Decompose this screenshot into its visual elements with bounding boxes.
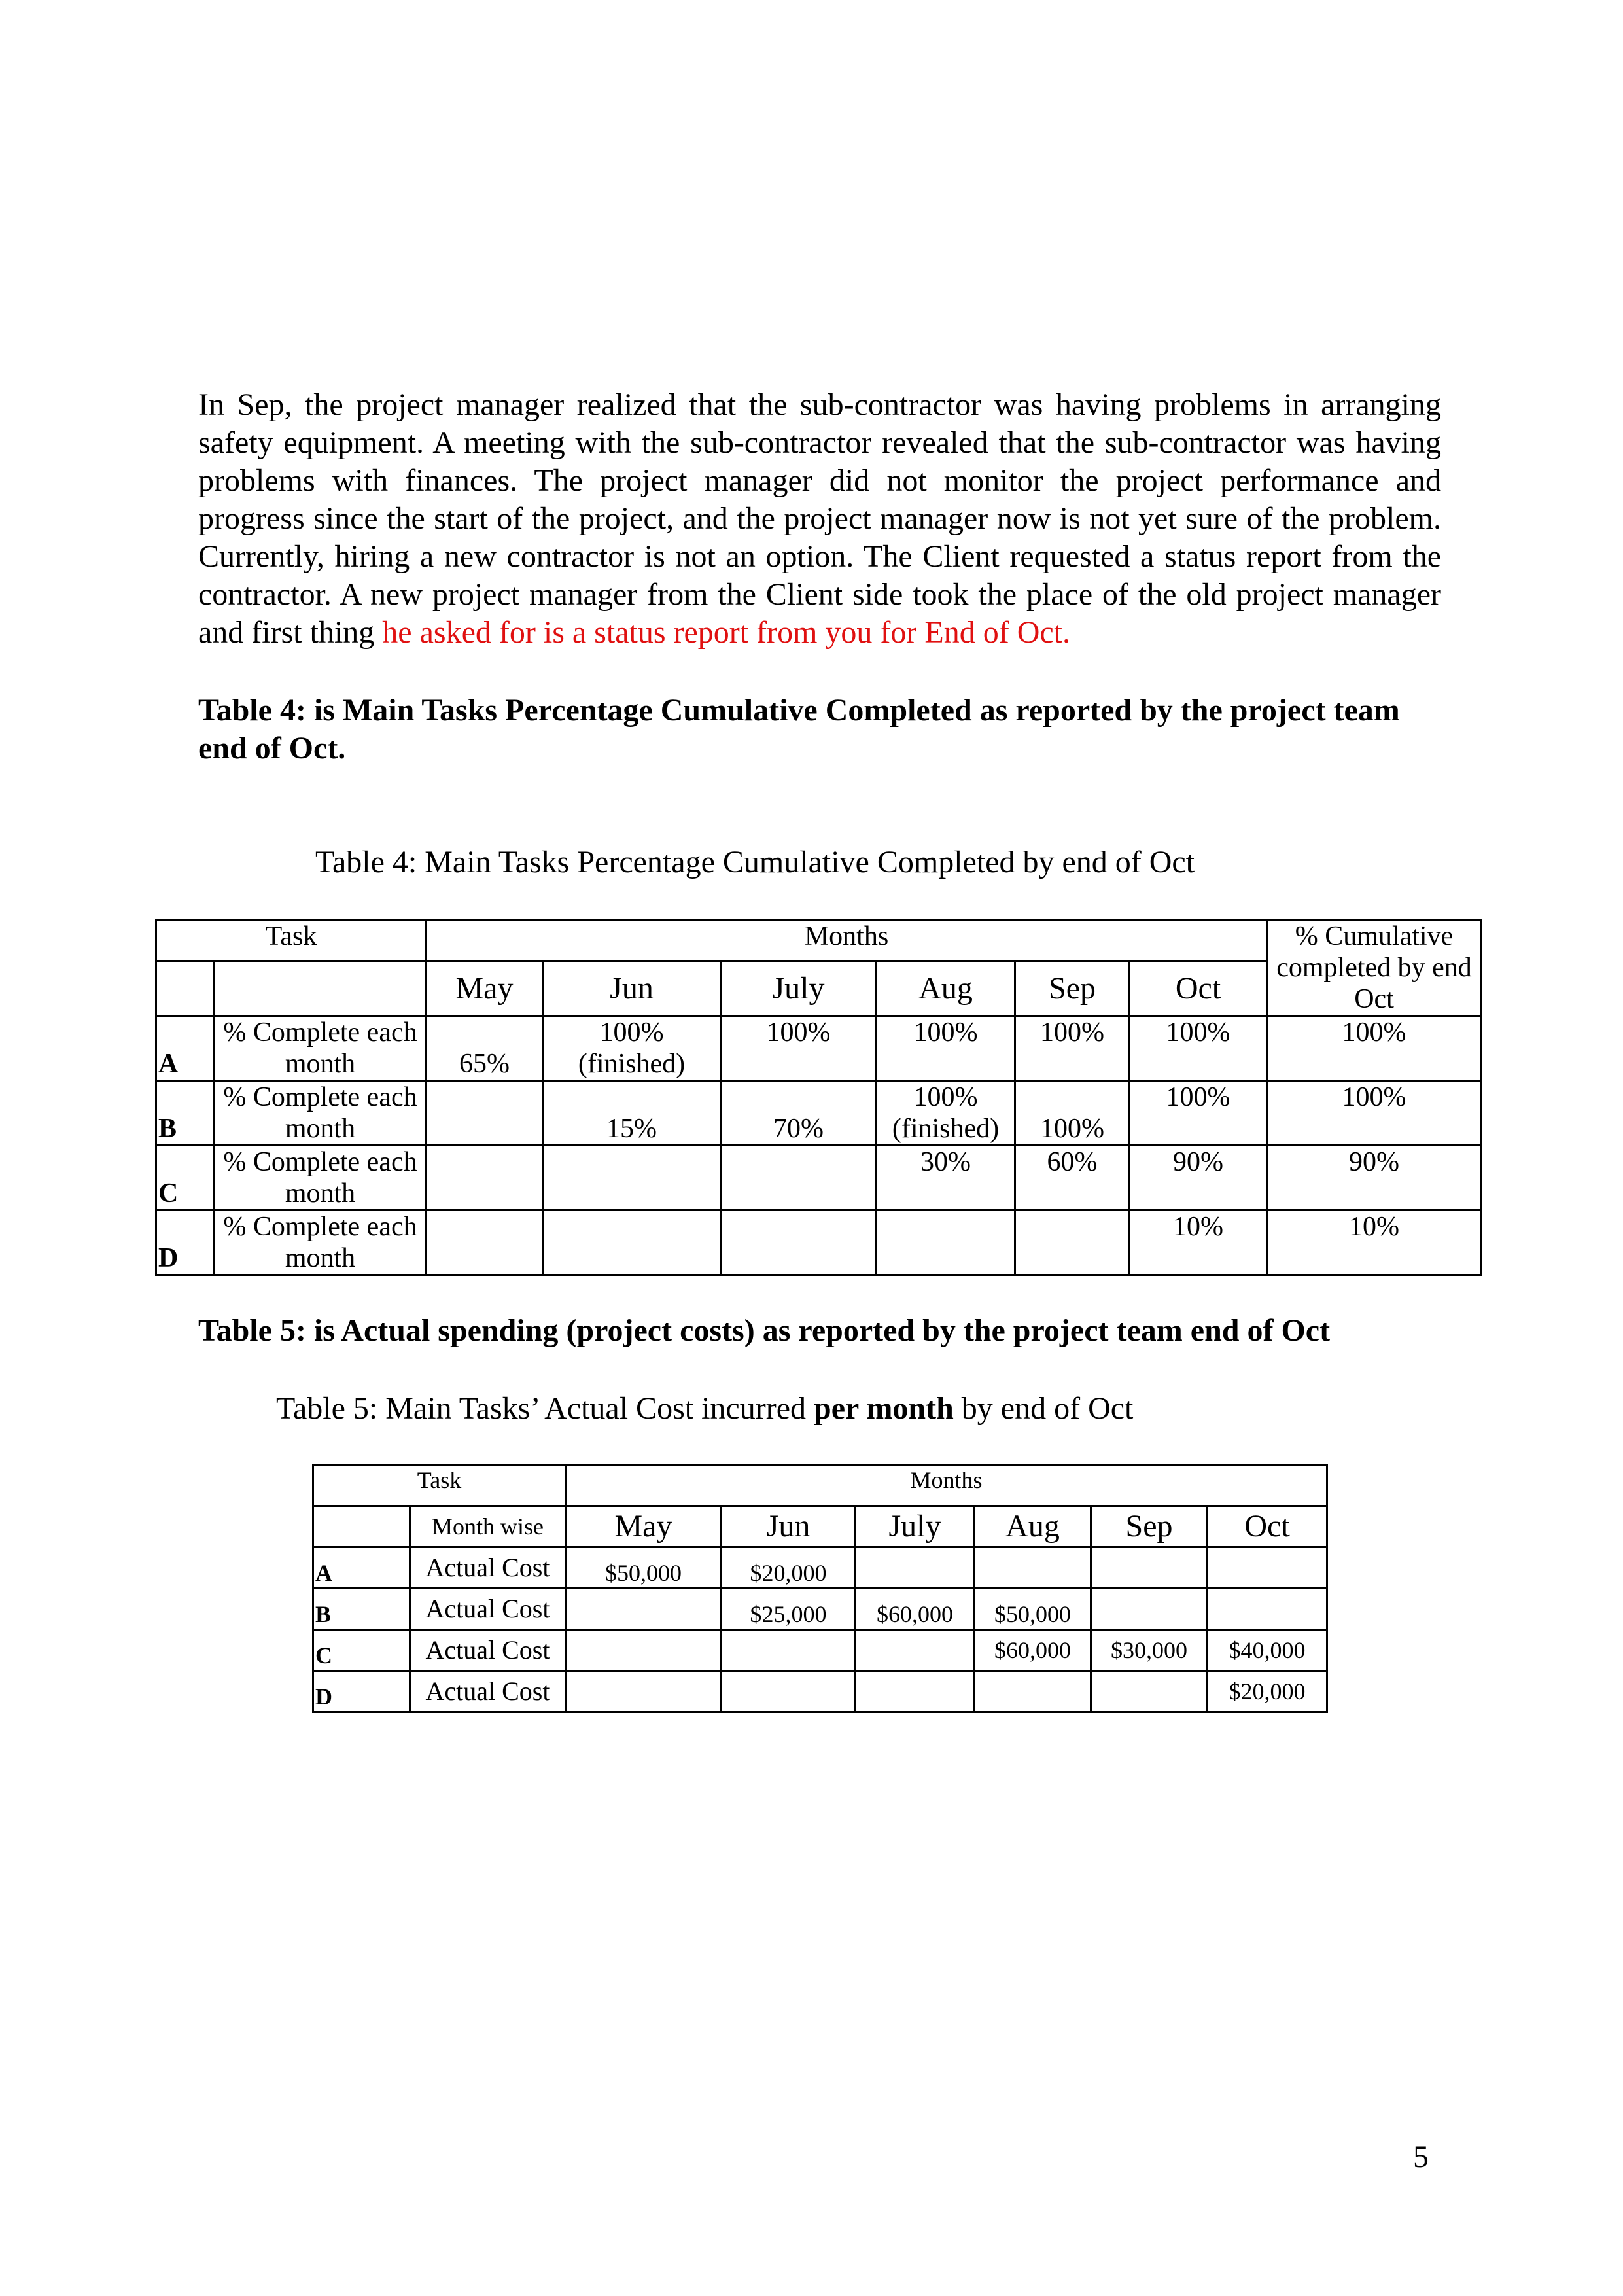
table5-row <box>313 1589 1327 1630</box>
cell-jun: 15% <box>543 1081 721 1146</box>
cell-jun <box>722 1630 856 1671</box>
cell-aug <box>877 1210 1015 1275</box>
table5-month-jun: Jun <box>722 1506 856 1547</box>
cell-july <box>856 1547 975 1589</box>
cell-jun <box>722 1671 856 1712</box>
cell-sep <box>1091 1589 1208 1630</box>
cell-may <box>566 1589 722 1630</box>
table4-caption: Table 4: Main Tasks Percentage Cumulative Completed by end of Oct <box>315 845 1195 879</box>
cell-july: $60,000 <box>856 1589 975 1630</box>
cell-oct: $40,000 <box>1208 1630 1327 1671</box>
cell-sep: 100% <box>1015 1081 1130 1146</box>
cell-may <box>566 1671 722 1712</box>
cell-aug: 100% (finished) <box>877 1081 1015 1146</box>
row-label: Actual Cost <box>410 1547 566 1589</box>
cell-cumulative: 10% <box>1267 1210 1482 1275</box>
cell-cumulative: 90% <box>1267 1146 1482 1210</box>
cell-oct: 10% <box>1130 1210 1267 1275</box>
cell-july <box>721 1210 877 1275</box>
task-letter: D <box>313 1671 410 1712</box>
table4-row <box>156 1146 1482 1210</box>
cell-jun: $20,000 <box>722 1547 856 1589</box>
cell-aug: $50,000 <box>975 1589 1091 1630</box>
table5-blank-cell <box>313 1506 410 1547</box>
intro-paragraph <box>198 386 1441 652</box>
cell-aug <box>975 1671 1091 1712</box>
table5-row <box>313 1671 1327 1712</box>
table4-months-header: Months <box>427 920 1267 961</box>
table5-row <box>313 1547 1327 1589</box>
cell-oct <box>1208 1547 1327 1589</box>
table5-months-header: Months <box>566 1465 1327 1506</box>
task-letter: A <box>313 1547 410 1589</box>
table5-month-may: May <box>566 1506 722 1547</box>
cell-may <box>427 1146 543 1210</box>
cell-jun: $25,000 <box>722 1589 856 1630</box>
row-label: Actual Cost <box>410 1630 566 1671</box>
table5-month-july: July <box>856 1506 975 1547</box>
row-label: Actual Cost <box>410 1589 566 1630</box>
cell-may: $50,000 <box>566 1547 722 1589</box>
row-label: % Complete each month <box>215 1146 427 1210</box>
table5-month-sep: Sep <box>1091 1506 1208 1547</box>
cell-sep <box>1015 1210 1130 1275</box>
task-letter: C <box>313 1630 410 1671</box>
cell-oct: $20,000 <box>1208 1671 1327 1712</box>
row-label: % Complete each month <box>215 1016 427 1081</box>
table4 <box>155 919 1482 1276</box>
page-number: 5 <box>1413 2140 1429 2174</box>
task-letter: C <box>156 1146 215 1210</box>
table5-caption-bold: per month <box>814 1391 954 1426</box>
cell-july <box>856 1671 975 1712</box>
cell-sep: 60% <box>1015 1146 1130 1210</box>
task-letter: D <box>156 1210 215 1275</box>
cell-may <box>427 1081 543 1146</box>
table5-month-oct: Oct <box>1208 1506 1327 1547</box>
table4-cumulative-header: % Cumulative completed by end Oct <box>1267 920 1482 1016</box>
cell-cumulative: 100% <box>1267 1081 1482 1146</box>
cell-sep: $30,000 <box>1091 1630 1208 1671</box>
cell-sep <box>1091 1547 1208 1589</box>
table5-month-wise: Month wise <box>410 1506 566 1547</box>
table4-heading: Table 4: is Main Tasks Percentage Cumulative Completed as reported by the project team end of Oct. <box>198 693 1400 766</box>
cell-jun <box>543 1146 721 1210</box>
cell-sep <box>1091 1671 1208 1712</box>
table4-blank-cell <box>215 961 427 1016</box>
table4-month-sep: Sep <box>1015 961 1130 1016</box>
task-letter: A <box>156 1016 215 1081</box>
cell-oct: 100% <box>1130 1016 1267 1081</box>
table5-task-header: Task <box>313 1465 566 1506</box>
table5-caption-pre: Table 5: Main Tasks’ Actual Cost incurred <box>276 1391 814 1426</box>
table4-month-aug: Aug <box>877 961 1015 1016</box>
table4-row <box>156 1210 1482 1275</box>
cell-oct <box>1208 1589 1327 1630</box>
cell-cumulative: 100% <box>1267 1016 1482 1081</box>
table5-month-aug: Aug <box>975 1506 1091 1547</box>
cell-july <box>856 1630 975 1671</box>
table5-caption-post: by end of Oct <box>953 1391 1134 1426</box>
cell-jun <box>543 1210 721 1275</box>
table5 <box>312 1464 1328 1713</box>
cell-july <box>721 1146 877 1210</box>
table5-heading: Table 5: is Actual spending (project costs) as reported by the project team end of Oct <box>198 1313 1331 1348</box>
cell-aug: $60,000 <box>975 1630 1091 1671</box>
intro-text: In Sep, the project manager realized that the sub-contractor was having problems in arranging safety equipment. A meeting with the sub-contractor revealed that the sub-contractor was having problems with finances. The project manager did not monitor the project performance and progress since the start of the project, and the project manager now is not yet sure of the problem. Currently, hiring a new contractor is not an option. The Client requested a status report from the contractor. A new project manager from the Client side took the place of the old project manager and first thing <box>198 387 1441 650</box>
table4-task-header: Task <box>156 920 427 961</box>
table4-row <box>156 1081 1482 1146</box>
task-letter: B <box>313 1589 410 1630</box>
cell-may <box>566 1630 722 1671</box>
cell-july: 100% <box>721 1016 877 1081</box>
task-letter: B <box>156 1081 215 1146</box>
table5-row <box>313 1630 1327 1671</box>
table4-blank-cell <box>156 961 215 1016</box>
cell-may: 65% <box>427 1016 543 1081</box>
table4-month-july: July <box>721 961 877 1016</box>
cell-oct: 90% <box>1130 1146 1267 1210</box>
cell-aug: 100% <box>877 1016 1015 1081</box>
cell-aug <box>975 1547 1091 1589</box>
cell-aug: 30% <box>877 1146 1015 1210</box>
cell-oct: 100% <box>1130 1081 1267 1146</box>
cell-jun: 100% (finished) <box>543 1016 721 1081</box>
table4-row <box>156 1016 1482 1081</box>
row-label: Actual Cost <box>410 1671 566 1712</box>
table4-month-oct: Oct <box>1130 961 1267 1016</box>
cell-july: 70% <box>721 1081 877 1146</box>
intro-highlight: he asked for is a status report from you for End of Oct. <box>382 615 1071 650</box>
table5-caption <box>276 1390 1133 1428</box>
cell-may <box>427 1210 543 1275</box>
table4-month-jun: Jun <box>543 961 721 1016</box>
row-label: % Complete each month <box>215 1081 427 1146</box>
table4-month-may: May <box>427 961 543 1016</box>
row-label: % Complete each month <box>215 1210 427 1275</box>
cell-sep: 100% <box>1015 1016 1130 1081</box>
